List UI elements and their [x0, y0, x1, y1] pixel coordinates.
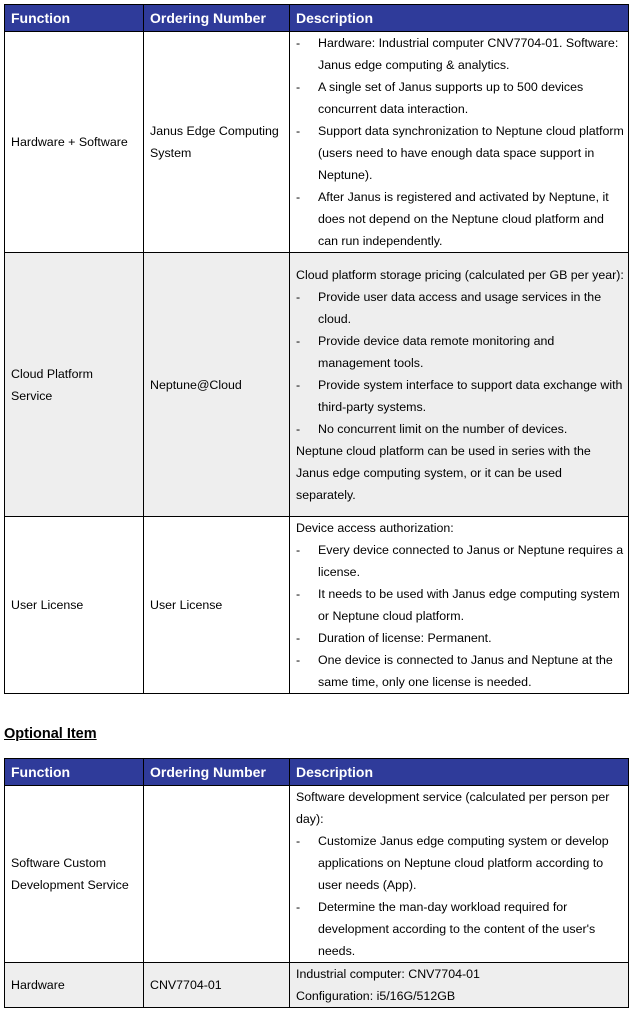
- table-row: [5, 963, 629, 1008]
- ordering-number-cell: CNV7704-01: [144, 963, 290, 1008]
- product-table: [4, 4, 629, 694]
- description-bullet: [296, 120, 624, 186]
- description-bullet: [296, 896, 624, 962]
- bullet-dash: -: [296, 587, 301, 601]
- description-bullet: [296, 627, 624, 649]
- bullet-dash: -: [296, 421, 301, 436]
- bullet-text: Provide device data remote monitoring and management tools.: [318, 333, 555, 370]
- description-trail: Neptune cloud platform can be used in series with the Janus edge computing system, or it can be used separately.: [296, 443, 591, 502]
- function-cell: Hardware: [5, 963, 144, 1008]
- description-lead: Cloud platform storage pricing (calculated per GB per year):: [296, 267, 624, 282]
- bullet-text: A single set of Janus supports up to 500 devices concurrent data interaction.: [318, 80, 584, 116]
- header-ordering-number: Ordering Number: [144, 5, 290, 32]
- bullet-text: Customize Janus edge computing system or develop applications on Neptune cloud platform according to user needs (App).: [318, 834, 609, 892]
- bullet-text: Provide system interface to support data exchange with third-party systems.: [318, 377, 623, 414]
- ordering-number-cell: Janus Edge Computing System: [144, 32, 290, 253]
- description-bullet: [296, 32, 624, 76]
- function-cell: User License: [5, 517, 144, 694]
- ordering-number-cell: User License: [144, 517, 290, 694]
- bullet-dash: -: [296, 190, 301, 204]
- bullet-dash: -: [296, 834, 301, 848]
- bullet-dash: -: [296, 36, 301, 50]
- description-bullet: [296, 286, 624, 330]
- table-row: [5, 786, 629, 963]
- description-bullet: [296, 830, 624, 896]
- header-description: Description: [290, 5, 629, 32]
- description-bullet: [296, 649, 624, 693]
- optional-items-table: [4, 758, 629, 1008]
- bullet-text: Duration of license: Permanent.: [318, 631, 492, 645]
- bullet-text: Provide user data access and usage services in the cloud.: [318, 289, 602, 326]
- bullet-text: Determine the man-day workload required for development according to the content of the user's needs.: [318, 900, 596, 958]
- description-lead: Device access authorization:: [296, 521, 454, 535]
- bullet-text: Support data synchronization to Neptune cloud platform (users need to have enough data space support in Neptune).: [318, 124, 624, 182]
- description-bullet: [296, 186, 624, 252]
- bullet-dash: -: [296, 631, 301, 645]
- header-function: Function: [5, 5, 144, 32]
- description-bullet: [296, 76, 624, 120]
- bullet-text: It needs to be used with Janus edge computing system or Neptune cloud platform.: [318, 587, 620, 623]
- description-cell: [290, 786, 629, 963]
- header-ordering-number: Ordering Number: [144, 759, 290, 786]
- header-description: Description: [290, 759, 629, 786]
- description-bullet: [296, 539, 624, 583]
- description-cell: [290, 517, 629, 694]
- bullet-text: After Janus is registered and activated by Neptune, it does not depend on the Neptune cloud platform and can run independently.: [318, 190, 609, 248]
- table-row: [5, 253, 629, 517]
- function-cell: Hardware + Software: [5, 32, 144, 253]
- description-cell: [290, 963, 629, 1008]
- function-cell: Cloud Platform Service: [5, 253, 144, 517]
- description-bullet: [296, 583, 624, 627]
- bullet-text: No concurrent limit on the number of devices.: [318, 421, 568, 436]
- bullet-dash: -: [296, 80, 301, 94]
- bullet-dash: -: [296, 377, 301, 392]
- table-header-row: [5, 5, 629, 32]
- ordering-number-cell: [144, 786, 290, 963]
- header-function: Function: [5, 759, 144, 786]
- description-bullet: [296, 374, 624, 418]
- section-title-optional-item: Optional Item: [4, 726, 97, 742]
- bullet-text: Every device connected to Janus or Neptune requires a license.: [318, 543, 624, 579]
- table-row: [5, 517, 629, 694]
- table-row: [5, 32, 629, 253]
- description-lead: Industrial computer: CNV7704-01: [296, 967, 480, 981]
- description-trail: Configuration: i5/16G/512GB: [296, 989, 456, 1003]
- ordering-number-cell: Neptune@Cloud: [144, 253, 290, 517]
- description-bullet: [296, 418, 624, 440]
- bullet-text: Hardware: Industrial computer CNV7704-01. Software: Janus edge computing & analytics.: [318, 36, 619, 72]
- bullet-dash: -: [296, 124, 301, 138]
- description-cell: [290, 32, 629, 253]
- bullet-text: One device is connected to Janus and Neptune at the same time, only one license is needed.: [318, 653, 613, 689]
- bullet-dash: -: [296, 289, 301, 304]
- table-header-row: [5, 759, 629, 786]
- bullet-dash: -: [296, 333, 301, 348]
- description-lead: Software development service (calculated per person per day):: [296, 790, 610, 826]
- bullet-dash: -: [296, 900, 301, 914]
- bullet-dash: -: [296, 653, 301, 667]
- description-cell: [290, 253, 629, 517]
- bullet-dash: -: [296, 543, 301, 557]
- function-cell: Software Custom Development Service: [5, 786, 144, 963]
- description-bullet: [296, 330, 624, 374]
